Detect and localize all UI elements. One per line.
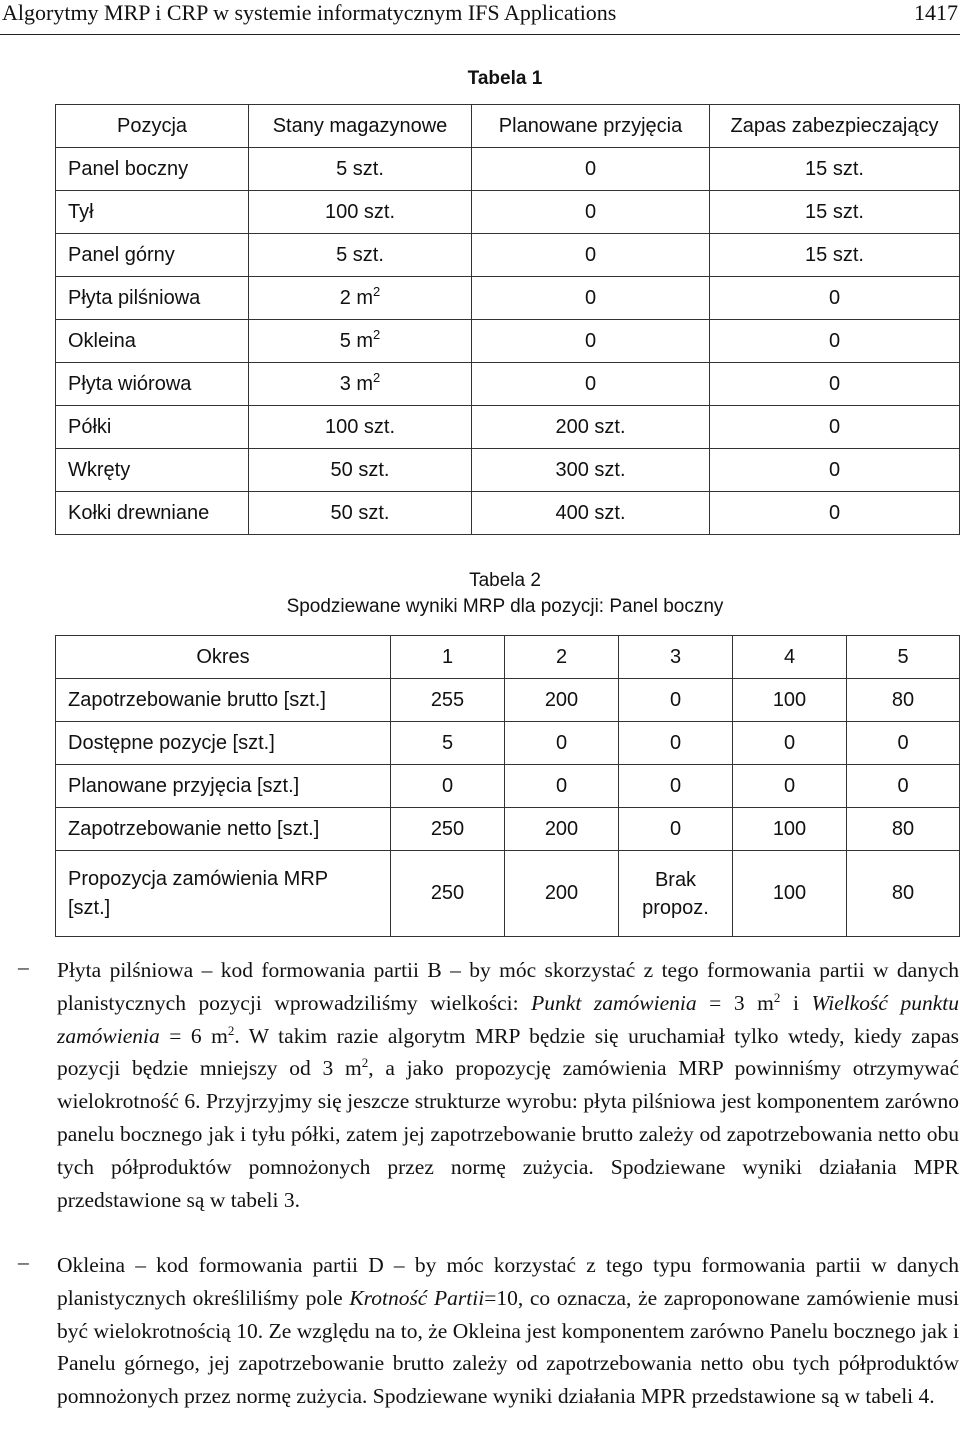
text-run: , a jako propozycję zamówienia MRP powinniśmy otrzymywać wielokrotność 6. Przyjrzyjmy się jeszcze strukturze wyrobu: płyta pilśniowa jest komponentem zarówno panelu bocznego jak i tyłu półki, zatem jej zapotrzebowanie brutto zależy od zapotrzebowania netto obu tych półproduktów pomnożonych przez normę zużycia. Spodziewane wyniki działania MPR przedstawione są w tabeli 3. <box>57 1056 959 1212</box>
table-row <box>56 808 960 851</box>
superscript: 2 <box>773 989 781 1005</box>
table-cell: 100 <box>733 679 847 722</box>
table-row <box>56 722 960 765</box>
table-cell: 0 <box>472 148 710 191</box>
paragraph-plyta-pilsniowa <box>57 954 959 1216</box>
table-cell: 200 <box>505 679 619 722</box>
table-cell: 0 <box>472 191 710 234</box>
column-header: Okres <box>56 636 391 679</box>
table-row <box>56 363 960 406</box>
text-run: = 3 m <box>696 990 774 1015</box>
text-run: i <box>780 990 812 1015</box>
table-cell: 200 <box>505 851 619 937</box>
table-cell: 50 szt. <box>249 492 472 535</box>
table-row <box>56 320 960 363</box>
page-number: 1417 <box>914 0 958 25</box>
table-cell: Zapotrzebowanie brutto [szt.] <box>56 679 391 722</box>
cell-value: 3 m <box>339 372 374 395</box>
table-header-row <box>56 636 960 679</box>
table-cell: 0 <box>391 765 505 808</box>
table2-caption: Tabela 2 <box>469 570 541 591</box>
table-cell: 100 szt. <box>249 191 472 234</box>
column-header: Zapas zabezpieczający <box>710 105 960 148</box>
table-cell <box>249 277 472 320</box>
text-run: Okleina – kod formowania partii D – by móc korzystać z tego typu formowania partii w danych planistycznych określiliśmy pole <box>57 1253 959 1310</box>
table-cell: 0 <box>710 320 960 363</box>
table-cell: Wkręty <box>56 449 249 492</box>
table-cell: 200 szt. <box>472 406 710 449</box>
table-cell: 0 <box>710 492 960 535</box>
column-header: 2 <box>505 636 619 679</box>
table-cell: 0 <box>472 234 710 277</box>
table-cell: 50 szt. <box>249 449 472 492</box>
column-header: Pozycja <box>56 105 249 148</box>
column-header: 1 <box>391 636 505 679</box>
table1-caption: Tabela 1 <box>467 68 543 89</box>
table-row <box>56 492 960 535</box>
table-row <box>56 277 960 320</box>
table-row <box>56 449 960 492</box>
superscript: 2 <box>373 369 381 385</box>
inventory-table <box>55 104 960 535</box>
table-cell: 0 <box>472 320 710 363</box>
cell-line: propoz. <box>642 896 709 919</box>
table-cell: 15 szt. <box>710 234 960 277</box>
text-run: Płyta pilśniowa – kod formowania partii B – by móc skorzystać z tego formowania partii w danych planistycznych pozycji wprowadziliśmy wielkości: <box>57 958 959 1015</box>
table-row <box>56 148 960 191</box>
italic-term: Punkt zamówienia <box>531 990 697 1015</box>
table-row <box>56 765 960 808</box>
italic-term: Wielkość punktu zamówienia <box>57 990 960 1048</box>
cell-line: [szt.] <box>68 896 111 919</box>
table-cell: 200 <box>505 808 619 851</box>
table-cell: 5 <box>391 722 505 765</box>
list-dash: – <box>18 955 29 979</box>
column-header: 3 <box>619 636 733 679</box>
table-cell: Płyta pilśniowa <box>56 277 249 320</box>
table-cell: 255 <box>391 679 505 722</box>
running-header <box>0 0 960 35</box>
column-header: Stany magazynowe <box>249 105 472 148</box>
table-cell: 5 szt. <box>249 234 472 277</box>
table-cell: Dostępne pozycje [szt.] <box>56 722 391 765</box>
table-cell: 0 <box>619 808 733 851</box>
table-header-row <box>56 105 960 148</box>
table-cell: 15 szt. <box>710 148 960 191</box>
table2-subcaption: Spodziewane wyniki MRP dla pozycji: Panel boczny <box>286 596 724 617</box>
table-cell: 300 szt. <box>472 449 710 492</box>
table-cell: 0 <box>733 765 847 808</box>
table-cell <box>249 320 472 363</box>
table-cell: 5 szt. <box>249 148 472 191</box>
text-run: . W takim razie algorytm MRP będzie się uruchamiał tylko wtedy, kiedy zapas pozycji będzie mniejszy od 3 m <box>57 1023 959 1081</box>
table-row <box>56 234 960 277</box>
table-cell: 15 szt. <box>710 191 960 234</box>
table-cell: 80 <box>847 851 960 937</box>
table-cell: Płyta wiórowa <box>56 363 249 406</box>
table-cell: 0 <box>619 765 733 808</box>
table-cell: Panel boczny <box>56 148 249 191</box>
table-cell: Półki <box>56 406 249 449</box>
mrp-results-table <box>55 635 960 937</box>
superscript: 2 <box>373 283 381 299</box>
table-cell: 0 <box>472 277 710 320</box>
superscript: 2 <box>373 326 381 342</box>
paragraph-okleina <box>57 1249 959 1413</box>
table-cell: 0 <box>710 406 960 449</box>
column-header: 4 <box>733 636 847 679</box>
table-cell: Panel górny <box>56 234 249 277</box>
table-cell: 80 <box>847 679 960 722</box>
cell-value: 5 m <box>339 329 374 352</box>
table-row <box>56 851 960 937</box>
table-row <box>56 679 960 722</box>
table-cell <box>619 851 733 937</box>
table-cell: Planowane przyjęcia [szt.] <box>56 765 391 808</box>
column-header: 5 <box>847 636 960 679</box>
superscript: 2 <box>361 1055 369 1071</box>
table-cell: 250 <box>391 851 505 937</box>
table-cell: 0 <box>505 765 619 808</box>
table-cell: Zapotrzebowanie netto [szt.] <box>56 808 391 851</box>
table-row <box>56 191 960 234</box>
table-cell: 100 <box>733 808 847 851</box>
cell-value: 2 m <box>339 286 374 309</box>
table-cell: 0 <box>505 722 619 765</box>
table-cell: 0 <box>619 679 733 722</box>
table-cell: 250 <box>391 808 505 851</box>
table-cell: 0 <box>733 722 847 765</box>
cell-line: Brak <box>654 868 697 891</box>
table-cell: Kołki drewniane <box>56 492 249 535</box>
table-cell: 0 <box>710 449 960 492</box>
column-header: Planowane przyjęcia <box>472 105 710 148</box>
running-title: Algorytmy MRP i CRP w systemie informatycznym IFS Applications <box>2 0 617 25</box>
table-cell: 0 <box>847 722 960 765</box>
table-cell: 0 <box>847 765 960 808</box>
table-cell: 0 <box>710 277 960 320</box>
table-cell: Okleina <box>56 320 249 363</box>
italic-term: Krotność Partii <box>349 1285 485 1310</box>
table-cell: 80 <box>847 808 960 851</box>
table-cell: 0 <box>619 722 733 765</box>
table-cell: 100 szt. <box>249 406 472 449</box>
table-cell: 100 <box>733 851 847 937</box>
text-run: = 6 m <box>159 1023 228 1048</box>
table-cell: 0 <box>472 363 710 406</box>
superscript: 2 <box>227 1022 235 1038</box>
table-cell <box>56 851 391 937</box>
table-cell: Tył <box>56 191 249 234</box>
cell-line: Propozycja zamówienia MRP <box>68 867 329 890</box>
table-cell <box>249 363 472 406</box>
text-run: =10, co oznacza, że zaproponowane zamówienie musi być wielokrotnością 10. Ze względu na to, że Okleina jest komponentem zarówno Panelu bocznego jak i Panelu górnego, jej zapotrzebowanie brutto zależy od zapotrzebowania netto obu tych półproduktów pomnożonych przez normę zużycia. Spodziewane wyniki działania MPR przedstawione są w tabeli 4. <box>57 1285 959 1409</box>
table-row <box>56 406 960 449</box>
table-cell: 400 szt. <box>472 492 710 535</box>
list-dash: – <box>18 1250 29 1274</box>
table-cell: 0 <box>710 363 960 406</box>
